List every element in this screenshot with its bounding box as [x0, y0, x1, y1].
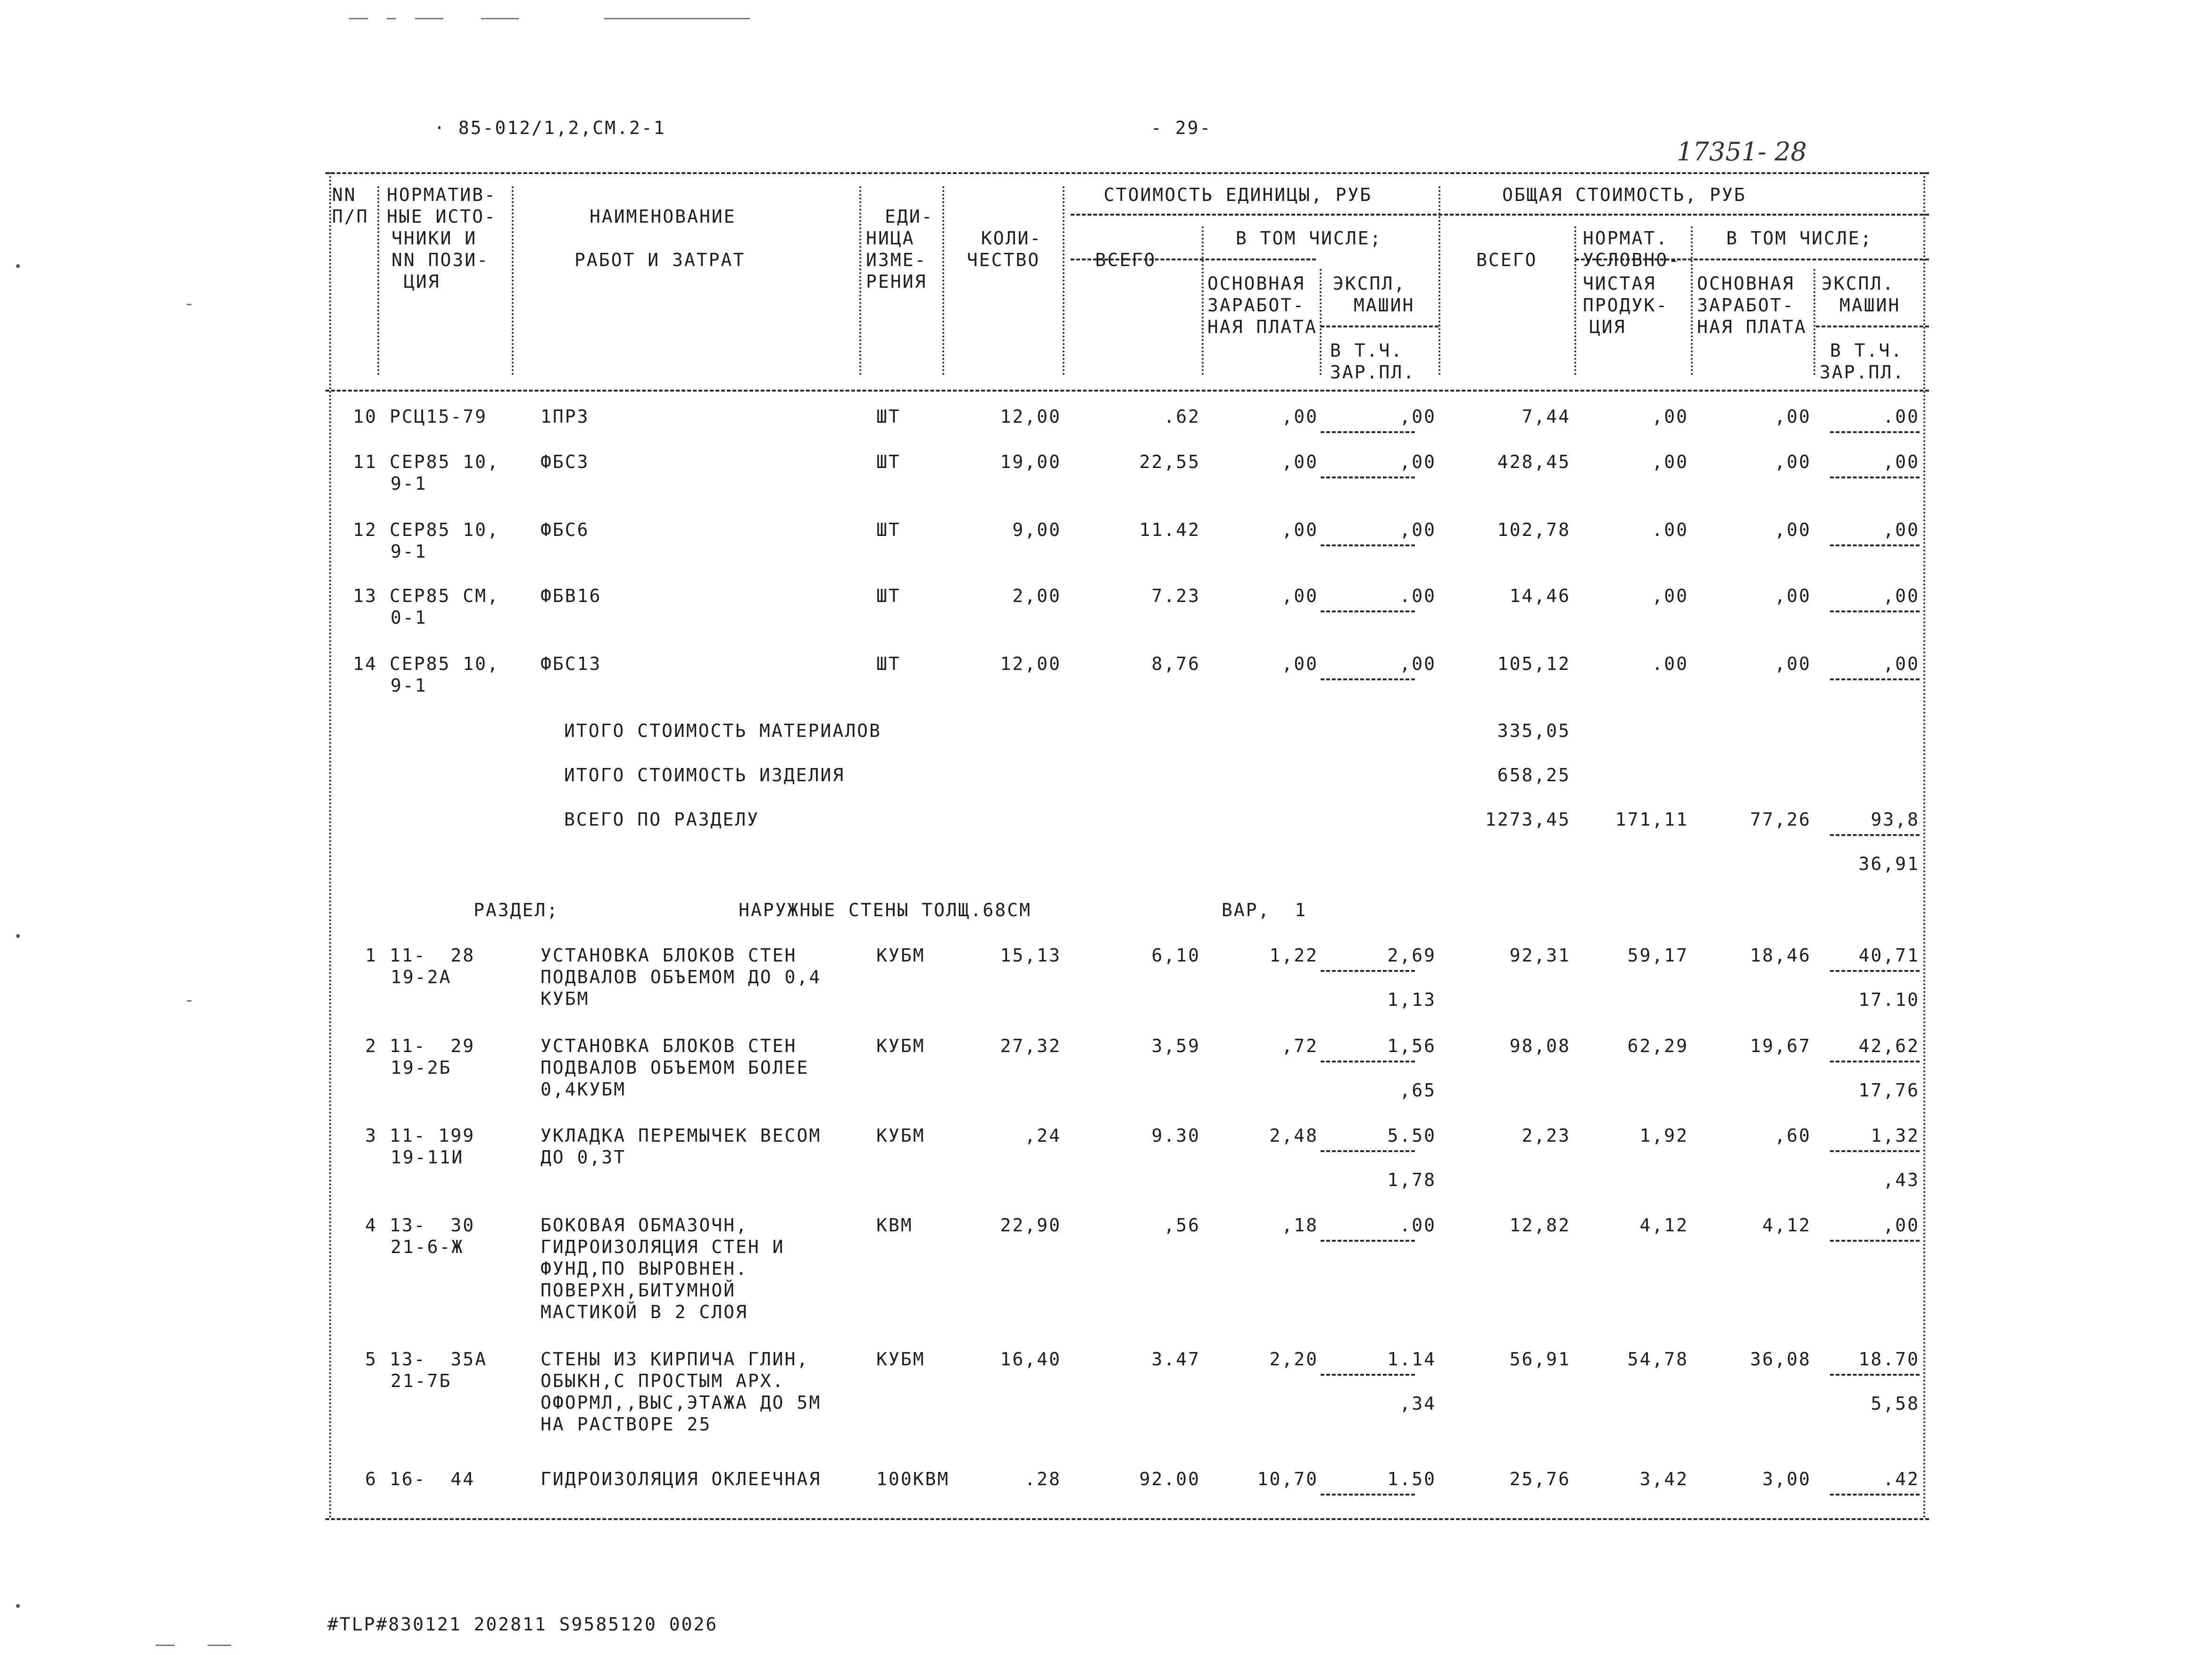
total-cost: 12,82: [1509, 1215, 1571, 1236]
unit-cost-total: 6,10: [1151, 945, 1200, 966]
unit-cost-machines: ,00: [1399, 451, 1436, 472]
unit-cost-total: .62: [1164, 406, 1200, 427]
unit-cost-machines: ,00: [1399, 519, 1436, 540]
unit-cost-machines: 1.50: [1387, 1469, 1436, 1489]
unit-cost-total: 7.23: [1151, 585, 1200, 606]
sub-divider: [1321, 1240, 1415, 1242]
quantity: 22,90: [1000, 1215, 1061, 1236]
total-cost: 105,12: [1497, 653, 1571, 674]
norm-source: 21-7Б: [391, 1371, 452, 1391]
section-total-exp-wage: 36,91: [1858, 853, 1920, 874]
work-name: 1ПР3: [541, 406, 590, 427]
quantity: 27,32: [1000, 1036, 1061, 1056]
scan-dot: [16, 264, 20, 268]
work-name: БОКОВАЯ ОБМАЗОЧН,: [541, 1215, 748, 1236]
work-name: СТЕНЫ ИЗ КИРПИЧА ГЛИН,: [541, 1349, 809, 1370]
unit-cost-machines-wage: 1,78: [1387, 1170, 1436, 1190]
total-wage: 4,12: [1762, 1215, 1811, 1236]
sub-divider: [1321, 970, 1415, 972]
unit-cost-wage: ,00: [1281, 519, 1318, 540]
norm-source: 19-2А: [391, 967, 452, 987]
unit: КУБМ: [876, 1349, 925, 1370]
sub-divider: [1321, 610, 1415, 612]
handwritten-stamp: 17351- 28: [1677, 137, 1807, 167]
footer-code: #TLP#830121 202811 S9585120 0026: [327, 1614, 718, 1635]
scan-dot: [16, 1604, 20, 1608]
scan-mark: [187, 304, 191, 305]
work-name: КУБМ: [541, 988, 590, 1009]
unit-cost-machines: .00: [1399, 585, 1436, 606]
total-machines: .00: [1883, 406, 1920, 427]
col-header-vsego: ВСЕГО: [1095, 250, 1156, 270]
total-products-value: 658,25: [1497, 765, 1571, 786]
section-total-osn: 77,26: [1750, 809, 1811, 830]
unit: КВМ: [876, 1215, 913, 1236]
norm-source: СЕР85 10,: [390, 451, 499, 472]
norm-source: 9-1: [391, 675, 427, 696]
header-col-divider: [377, 186, 379, 375]
work-name: ГИДРОИЗОЛЯЦИЯ ОКЛЕЕЧНАЯ: [541, 1469, 822, 1489]
unit-cost-wage: ,00: [1281, 406, 1318, 427]
norm-source: 13- 30: [390, 1215, 475, 1236]
table-bottom-border: [325, 1518, 1929, 1520]
header-col-divider: [512, 186, 514, 375]
unit-cost-machines: 5.50: [1387, 1125, 1436, 1146]
header-bottom-border: [325, 390, 1929, 392]
norm-source: СЕР85 10,: [390, 519, 499, 540]
section-label: РАЗДЕЛ;: [474, 900, 559, 920]
unit-cost-machines-wage: 1,13: [1387, 989, 1436, 1010]
total-machines: 1,32: [1871, 1125, 1920, 1146]
unit: ШТ: [876, 406, 901, 427]
total-materials-label: ИТОГО СТОИМОСТЬ МАТЕРИАЛОВ: [564, 720, 881, 741]
quantity: .28: [1024, 1469, 1061, 1489]
col-header-vsego2: ВСЕГО: [1476, 250, 1538, 270]
total-wage: ,60: [1774, 1125, 1811, 1146]
quantity: 19,00: [1000, 451, 1061, 472]
total-norm-net: .00: [1652, 653, 1688, 674]
norm-source: 9-1: [391, 473, 427, 494]
total-wage: 19,67: [1750, 1036, 1811, 1056]
total-norm-net: 54,78: [1627, 1349, 1688, 1370]
col-header-in-that2: В ТОМ ЧИСЛЕ;: [1726, 228, 1873, 249]
unit-cost-machines: ,00: [1399, 406, 1436, 427]
total-norm-net: 1,92: [1639, 1125, 1688, 1146]
total-cost: 7,44: [1522, 406, 1571, 427]
total-machines: 18.70: [1858, 1349, 1920, 1370]
sub-divider: [1321, 1374, 1415, 1376]
norm-source: 19-2Б: [391, 1057, 452, 1078]
sub-divider: [1830, 1150, 1920, 1152]
total-norm-net: 4,12: [1639, 1215, 1688, 1236]
unit: ШТ: [876, 585, 901, 606]
unit-cost-wage: ,18: [1281, 1215, 1318, 1236]
header-subdivider: [1816, 326, 1929, 327]
sub-divider: [1321, 1494, 1415, 1496]
sub-divider: [1830, 1061, 1920, 1062]
sub-divider: [1830, 544, 1920, 546]
total-machines-wage: ,43: [1883, 1170, 1920, 1190]
unit-cost-total: 11.42: [1139, 519, 1200, 540]
page-number: - 29-: [1151, 117, 1212, 138]
scan-mark: [156, 1645, 175, 1646]
total-materials-value: 335,05: [1497, 720, 1571, 741]
header-col-divider: [1439, 186, 1440, 375]
scan-mark: [387, 18, 396, 19]
header-col-divider: [942, 186, 944, 375]
work-name: МАСТИКОЙ В 2 СЛОЯ: [541, 1302, 748, 1322]
unit-cost-machines: ,00: [1399, 653, 1436, 674]
total-machines-wage: 17.10: [1858, 989, 1920, 1010]
norm-source: 11- 28: [390, 945, 475, 966]
norm-source: 11- 199: [390, 1125, 475, 1146]
unit-cost-machines: 1,56: [1387, 1036, 1436, 1056]
work-name: 0,4КУБМ: [541, 1079, 626, 1100]
work-name: ПОВЕРХН,БИТУМНОЙ: [541, 1280, 736, 1301]
norm-source: 21-6-Ж: [391, 1237, 464, 1257]
row-number: 4: [365, 1215, 377, 1236]
unit-cost-total: 3.47: [1151, 1349, 1200, 1370]
total-wage: ,00: [1774, 519, 1811, 540]
section-title: НАРУЖНЫЕ СТЕНЫ ТОЛЩ.68СМ: [739, 900, 1032, 920]
total-cost: 2,23: [1522, 1125, 1571, 1146]
header-col-divider: [1574, 226, 1576, 375]
sub-divider: [1830, 431, 1920, 433]
sub-divider: [1830, 1494, 1920, 1496]
header-col-divider: [1320, 269, 1322, 375]
sub-divider: [1321, 1150, 1415, 1152]
total-norm-net: ,00: [1652, 585, 1688, 606]
row-number: 5: [365, 1349, 377, 1370]
unit: 100КВМ: [876, 1469, 950, 1489]
header-col-divider: [1202, 226, 1204, 375]
section-total-label: ВСЕГО ПО РАЗДЕЛУ: [564, 809, 760, 830]
section-total-exp: 93,8: [1871, 809, 1920, 830]
row-number: 11: [353, 451, 377, 472]
work-name: УСТАНОВКА БЛОКОВ СТЕН: [541, 945, 797, 966]
total-norm-net: .00: [1652, 519, 1688, 540]
header-col-divider: [1691, 226, 1693, 375]
work-name: ПОДВАЛОВ ОБЪЕМОМ ДО 0,4: [541, 967, 822, 987]
unit: КУБМ: [876, 945, 925, 966]
quantity: 2,00: [1012, 585, 1061, 606]
total-norm-net: ,00: [1652, 451, 1688, 472]
work-name: ФБВ16: [541, 585, 602, 606]
sub-divider: [1830, 834, 1920, 836]
work-name: ДО 0,3Т: [541, 1147, 626, 1168]
norm-source: 11- 29: [390, 1036, 475, 1056]
unit-cost-machines: 2,69: [1387, 945, 1436, 966]
total-machines: 40,71: [1858, 945, 1920, 966]
sub-divider: [1830, 1240, 1920, 1242]
total-machines: ,00: [1883, 585, 1920, 606]
total-machines-wage: 5,58: [1871, 1393, 1920, 1414]
total-norm-net: 62,29: [1627, 1036, 1688, 1056]
quantity: 12,00: [1000, 653, 1061, 674]
total-machines: .42: [1883, 1469, 1920, 1489]
section-total-value: 1273,45: [1485, 809, 1571, 830]
sub-divider: [1321, 1061, 1415, 1062]
document-code: · 85-012/1,2,СМ.2-1: [434, 117, 666, 138]
total-cost: 56,91: [1509, 1349, 1571, 1370]
work-name: УКЛАДКА ПЕРЕМЫЧЕК ВЕСОМ: [541, 1125, 822, 1146]
unit-cost-machines-wage: ,65: [1399, 1080, 1436, 1101]
norm-source: СЕР85 10,: [390, 653, 499, 674]
total-wage: 3,00: [1762, 1469, 1811, 1489]
total-machines: 42,62: [1858, 1036, 1920, 1056]
unit-cost-wage: ,72: [1281, 1036, 1318, 1056]
total-cost: 98,08: [1509, 1036, 1571, 1056]
total-products-label: ИТОГО СТОИМОСТЬ ИЗДЕЛИЯ: [564, 765, 845, 786]
work-name: ОФОРМЛ,,ВЫС,ЭТАЖА ДО 5М: [541, 1392, 822, 1413]
sub-divider: [1830, 610, 1920, 612]
total-machines: ,00: [1883, 1215, 1920, 1236]
work-name: ФБС3: [541, 451, 590, 472]
work-name: НА РАСТВОРЕ 25: [541, 1414, 712, 1435]
unit-cost-wage: ,00: [1281, 451, 1318, 472]
header-col-divider: [1923, 172, 1925, 1519]
quantity: ,24: [1024, 1125, 1061, 1146]
work-name: ГИДРОИЗОЛЯЦИЯ СТЕН И: [541, 1237, 785, 1257]
unit-cost-wage: 2,20: [1269, 1349, 1318, 1370]
unit-cost-wage: 1,22: [1269, 945, 1318, 966]
total-norm-net: 59,17: [1627, 945, 1688, 966]
section-variant: ВАР, 1: [1222, 900, 1307, 920]
row-number: 13: [353, 585, 377, 606]
unit-cost-machines: .00: [1399, 1215, 1436, 1236]
sub-divider: [1321, 476, 1415, 478]
unit-cost-wage: 2,48: [1269, 1125, 1318, 1146]
header-col-divider: [1813, 269, 1815, 375]
unit: ШТ: [876, 653, 901, 674]
scan-dot: [16, 934, 20, 938]
quantity: 16,40: [1000, 1349, 1061, 1370]
row-number: 1: [365, 945, 377, 966]
total-wage: 18,46: [1750, 945, 1811, 966]
sub-divider: [1321, 678, 1415, 680]
unit-cost-total: 92.00: [1139, 1469, 1200, 1489]
total-wage: 36,08: [1750, 1349, 1811, 1370]
unit-cost-wage: 10,70: [1257, 1469, 1318, 1489]
norm-source: 0-1: [391, 607, 427, 628]
unit: КУБМ: [876, 1125, 925, 1146]
total-wage: ,00: [1774, 406, 1811, 427]
unit-cost-total: 22,55: [1139, 451, 1200, 472]
header-subdivider: [1071, 214, 1929, 216]
unit: ШТ: [876, 519, 901, 540]
scan-mark: [349, 18, 368, 19]
norm-source: 19-11И: [391, 1147, 464, 1168]
header-col-divider: [1063, 186, 1064, 375]
row-number: 14: [353, 653, 377, 674]
row-number: 3: [365, 1125, 377, 1146]
unit-cost-wage: ,00: [1281, 585, 1318, 606]
scan-mark: [187, 1000, 191, 1002]
row-number: 12: [353, 519, 377, 540]
total-wage: ,00: [1774, 653, 1811, 674]
total-machines: ,00: [1883, 451, 1920, 472]
unit-cost-total: 9.30: [1151, 1125, 1200, 1146]
quantity: 12,00: [1000, 406, 1061, 427]
total-norm-net: ,00: [1652, 406, 1688, 427]
total-norm-net: 3,42: [1639, 1469, 1688, 1489]
scan-mark: [604, 18, 750, 19]
work-name: ПОДВАЛОВ ОБЪЕМОМ БОЛЕЕ: [541, 1057, 809, 1078]
row-number: 6: [365, 1469, 377, 1489]
unit-cost-machines: 1.14: [1387, 1349, 1436, 1370]
unit-cost-total: ,56: [1164, 1215, 1200, 1236]
row-number: 2: [365, 1036, 377, 1056]
unit-cost-total: 8,76: [1151, 653, 1200, 674]
header-col-divider: [859, 186, 861, 375]
unit: ШТ: [876, 451, 901, 472]
sub-divider: [1321, 431, 1415, 433]
work-name: ОБЫКН,С ПРОСТЫМ АРХ.: [541, 1371, 785, 1391]
total-machines: ,00: [1883, 653, 1920, 674]
sub-divider: [1830, 1374, 1920, 1376]
norm-source: 9-1: [391, 541, 427, 562]
total-cost: 102,78: [1497, 519, 1571, 540]
row-number: 10: [353, 406, 377, 427]
section-total-norm: 171,11: [1615, 809, 1688, 830]
unit: КУБМ: [876, 1036, 925, 1056]
total-cost: 14,46: [1509, 585, 1571, 606]
norm-source: 16- 44: [390, 1469, 475, 1489]
scan-mark: [481, 18, 519, 19]
sub-divider: [1830, 476, 1920, 478]
total-wage: ,00: [1774, 451, 1811, 472]
work-name: ФБС13: [541, 653, 602, 674]
header-col-divider: [329, 172, 331, 1519]
total-cost: 92,31: [1509, 945, 1571, 966]
quantity: 9,00: [1012, 519, 1061, 540]
sub-divider: [1830, 970, 1920, 972]
total-cost: 25,76: [1509, 1469, 1571, 1489]
work-name: ФУНД,ПО ВЫРОВНЕН.: [541, 1258, 748, 1279]
total-cost: 428,45: [1497, 451, 1571, 472]
total-machines: ,00: [1883, 519, 1920, 540]
norm-source: РСЦ15-79: [390, 406, 488, 427]
quantity: 15,13: [1000, 945, 1061, 966]
work-name: ФБС6: [541, 519, 590, 540]
sub-divider: [1321, 544, 1415, 546]
col-header-in-that: В ТОМ ЧИСЛЕ;: [1236, 228, 1382, 249]
total-wage: ,00: [1774, 585, 1811, 606]
norm-source: 13- 35А: [390, 1349, 488, 1370]
unit-cost-wage: ,00: [1281, 653, 1318, 674]
header-subdivider: [1321, 326, 1439, 327]
total-machines-wage: 17,76: [1858, 1080, 1920, 1101]
unit-cost-machines-wage: ,34: [1399, 1393, 1436, 1414]
unit-cost-total: 3,59: [1151, 1036, 1200, 1056]
scan-mark: [415, 18, 443, 19]
work-name: УСТАНОВКА БЛОКОВ СТЕН: [541, 1036, 797, 1056]
sub-divider: [1830, 678, 1920, 680]
col-group-total-cost: ОБЩАЯ СТОИМОСТЬ, РУБ: [1502, 184, 1746, 205]
scan-mark: [208, 1645, 231, 1646]
col-group-unit-cost: СТОИМОСТЬ ЕДИНИЦЫ, РУБ: [1104, 184, 1372, 205]
norm-source: СЕР85 СМ,: [390, 585, 499, 606]
table-top-border: [325, 172, 1929, 174]
